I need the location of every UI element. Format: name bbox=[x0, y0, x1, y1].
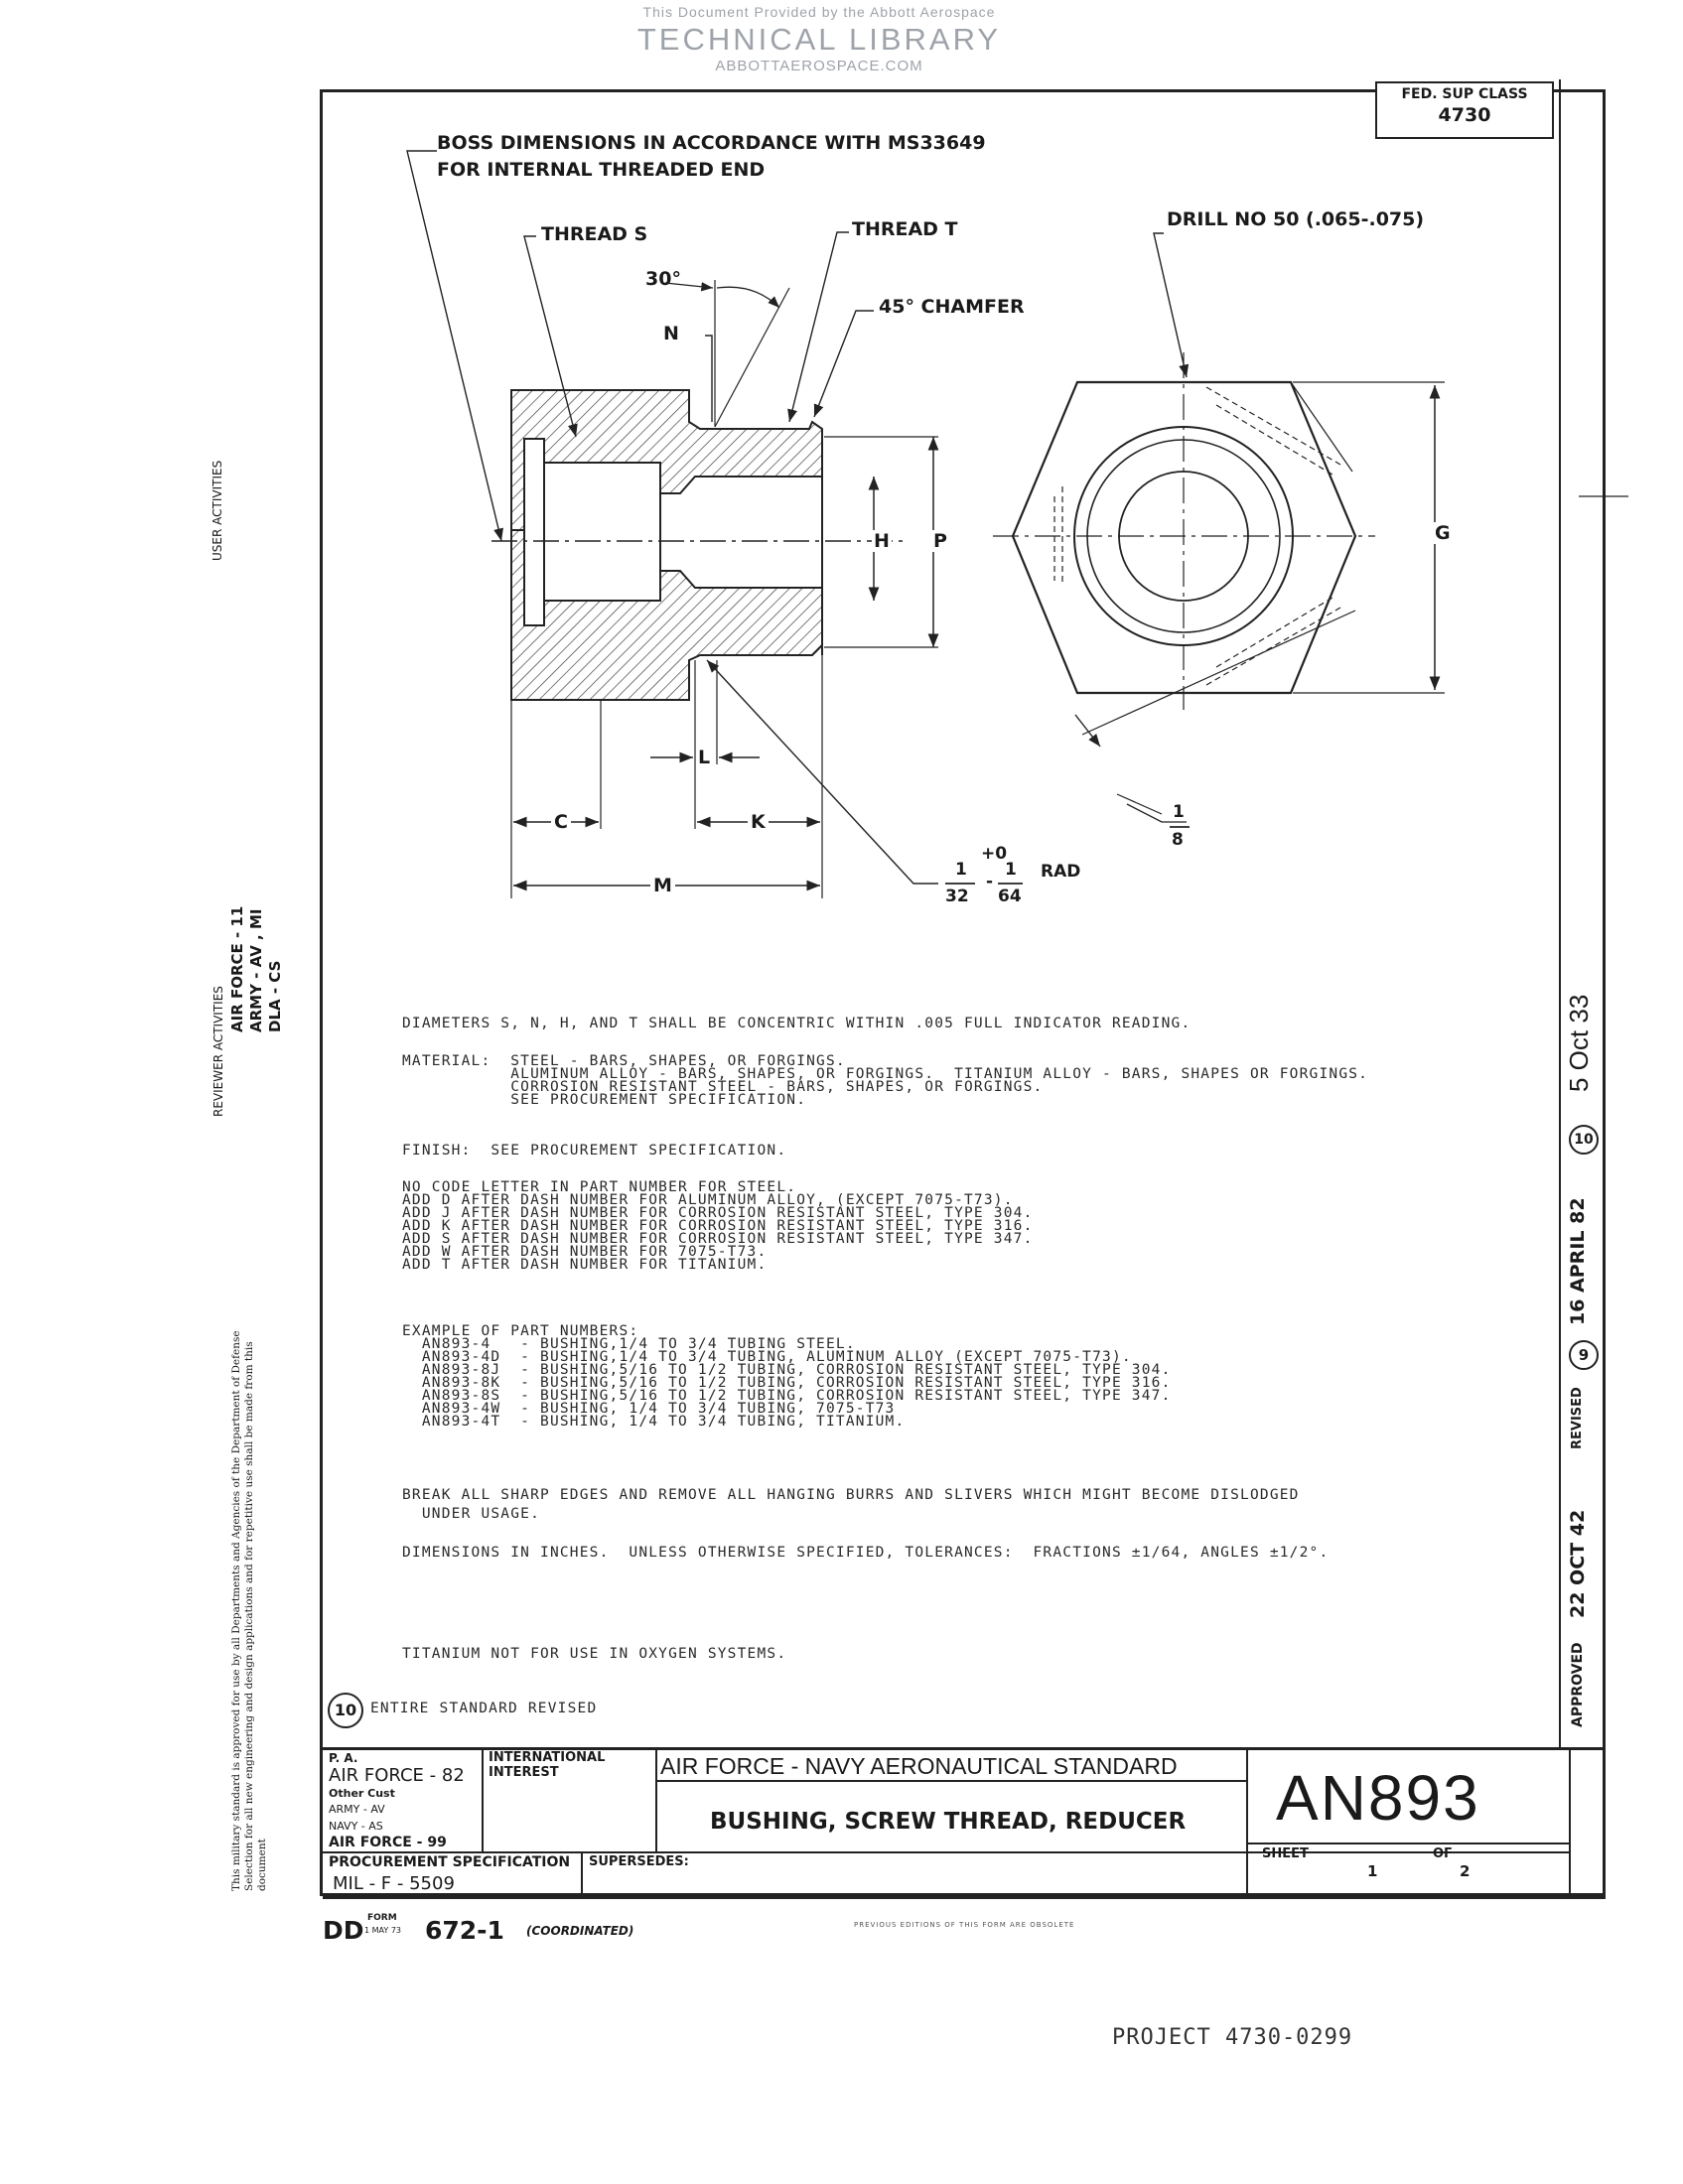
note-examples bbox=[402, 1325, 1172, 1429]
army-cust: ARMY - AV bbox=[329, 1803, 385, 1816]
library-title: TECHNICAL LIBRARY bbox=[636, 22, 1002, 57]
form-number: 672-1 bbox=[425, 1916, 504, 1945]
project-number: PROJECT 4730-0299 bbox=[1112, 2025, 1353, 2050]
part-number: AN893 bbox=[1276, 1762, 1480, 1834]
approved-date: 22 OCT 42 bbox=[1567, 1509, 1589, 1618]
sheet-label: SHEET bbox=[1262, 1846, 1309, 1861]
user-activities-label: USER ACTIVITIES bbox=[210, 460, 224, 561]
break-edges-line: UNDER USAGE. bbox=[402, 1506, 541, 1522]
library-url: ABBOTTAEROSPACE.COM bbox=[715, 58, 923, 74]
of-label: OF bbox=[1433, 1846, 1453, 1861]
code-letter-line: ADD W AFTER DASH NUMBER FOR 7075-T73. bbox=[402, 1244, 768, 1260]
pa-value: AIR FORCE - 82 bbox=[329, 1765, 465, 1786]
angle-30-label: 30° bbox=[645, 268, 681, 290]
k-label: K bbox=[748, 811, 769, 833]
frac-1-64-num: 1 bbox=[1005, 860, 1017, 880]
material-line: MATERIAL: STEEL - BARS, SHAPES, OR FORGINGS. bbox=[402, 1053, 846, 1069]
form-date: 1 MAY 73 bbox=[364, 1926, 401, 1935]
g-label: G bbox=[1435, 522, 1451, 544]
p-label: P bbox=[933, 530, 947, 552]
n-label: N bbox=[663, 323, 679, 344]
procurement-spec-label: PROCUREMENT SPECIFICATION bbox=[329, 1854, 571, 1870]
note-entire-revised: ENTIRE STANDARD REVISED bbox=[370, 1701, 598, 1716]
form-coordinated: (COORDINATED) bbox=[526, 1924, 634, 1938]
fed-sup-class-label: FED. SUP CLASS bbox=[1401, 86, 1528, 102]
boss-note-line-2: FOR INTERNAL THREADED END bbox=[437, 159, 766, 181]
bushing-section-lower bbox=[511, 530, 822, 700]
code-letter-line: ADD S AFTER DASH NUMBER FOR CORROSION RESISTANT STEEL, TYPE 347. bbox=[402, 1231, 1034, 1247]
l-label: L bbox=[698, 747, 711, 768]
h-label: H bbox=[874, 530, 890, 552]
note-diameters: DIAMETERS S, N, H, AND T SHALL BE CONCENTRIC WITHIN .005 FULL INDICATOR READING. bbox=[402, 1016, 1192, 1031]
break-edges-line: BREAK ALL SHARP EDGES AND REMOVE ALL HANGING BURRS AND SLIVERS WHICH MIGHT BECOME DISLODGED bbox=[402, 1487, 1300, 1503]
note-finish: FINISH: SEE PROCUREMENT SPECIFICATION. bbox=[402, 1143, 787, 1159]
revision-10-strip-marker: 10 bbox=[1569, 1125, 1599, 1155]
chamfer-label: 45° CHAMFER bbox=[879, 296, 1025, 318]
material-line: CORROSION RESISTANT STEEL - BARS, SHAPES, OR FORGINGS. bbox=[402, 1079, 1044, 1095]
frac-1-32-den: 32 bbox=[945, 887, 969, 906]
note-material bbox=[402, 1055, 1368, 1107]
minus-sign: - bbox=[986, 872, 994, 891]
note-break-edges bbox=[402, 1489, 1300, 1521]
code-letter-line: ADD K AFTER DASH NUMBER FOR CORROSION RESISTANT STEEL, TYPE 316. bbox=[402, 1218, 1034, 1234]
approved-label: APPROVED bbox=[1570, 1642, 1586, 1727]
example-line: EXAMPLE OF PART NUMBERS: bbox=[402, 1323, 639, 1339]
thread-s-label: THREAD S bbox=[541, 223, 648, 245]
revision-9-date: 16 APRIL 82 bbox=[1567, 1197, 1589, 1325]
material-line: SEE PROCUREMENT SPECIFICATION. bbox=[402, 1092, 807, 1108]
thread-t-label: THREAD T bbox=[852, 218, 958, 240]
standard-title: AIR FORCE - NAVY AERONAUTICAL STANDARD bbox=[660, 1753, 1178, 1779]
approval-line-3: document bbox=[256, 1839, 268, 1891]
frac-1-eighth-den: 8 bbox=[1172, 830, 1184, 850]
navy-cust: NAVY - AS bbox=[329, 1820, 383, 1833]
fed-sup-class-value: 4730 bbox=[1438, 104, 1491, 126]
example-line: AN893-4T - BUSHING, 1/4 TO 3/4 TUBING, TITANIUM. bbox=[402, 1414, 906, 1430]
example-line: AN893-4W - BUSHING, 1/4 TO 3/4 TUBING, 7075-T73 bbox=[402, 1401, 896, 1417]
note-titanium: TITANIUM NOT FOR USE IN OXYGEN SYSTEMS. bbox=[402, 1646, 787, 1662]
revision-10-date: 5 Oct 33 bbox=[1564, 994, 1594, 1092]
reviewer-air-force: AIR FORCE - 11 bbox=[228, 905, 246, 1032]
sheet-number: 1 bbox=[1367, 1862, 1378, 1880]
drill-label: DRILL NO 50 (.065-.075) bbox=[1167, 208, 1425, 230]
code-letter-line: ADD T AFTER DASH NUMBER FOR TITANIUM. bbox=[402, 1257, 768, 1273]
material-line: ALUMINUM ALLOY - BARS, SHAPES, OR FORGINGS. TITANIUM ALLOY - BARS, SHAPES OR FORGINGS. bbox=[402, 1066, 1369, 1082]
example-line: AN893-4D - BUSHING,1/4 TO 3/4 TUBING, ALUMINUM ALLOY (EXCEPT 7075-T73). bbox=[402, 1349, 1132, 1365]
part-title: BUSHING, SCREW THREAD, REDUCER bbox=[710, 1809, 1187, 1835]
frac-1-64-den: 64 bbox=[998, 887, 1022, 906]
intl-interest-label-2: INTEREST bbox=[489, 1765, 559, 1780]
approval-line-1: This military standard is approved for use by all Departments and Agencies of the Department of Defense bbox=[230, 1330, 242, 1891]
other-cust-label: Other Cust bbox=[329, 1787, 395, 1800]
intl-interest-label: INTERNATIONAL bbox=[489, 1750, 606, 1765]
boss-note-line-1: BOSS DIMENSIONS IN ACCORDANCE WITH MS33649 bbox=[437, 132, 986, 154]
frac-1-eighth-num: 1 bbox=[1173, 802, 1185, 822]
code-letter-line: ADD D AFTER DASH NUMBER FOR ALUMINUM ALLOY, (EXCEPT 7075-T73). bbox=[402, 1192, 1014, 1208]
reviewer-dla: DLA - CS bbox=[266, 960, 284, 1032]
previous-editions-note: PREVIOUS EDITIONS OF THIS FORM ARE OBSOLETE bbox=[854, 1921, 1075, 1929]
revision-9-marker: 9 bbox=[1569, 1340, 1599, 1370]
pa-label: P. A. bbox=[329, 1751, 358, 1765]
sheet-total: 2 bbox=[1460, 1862, 1471, 1880]
m-label: M bbox=[650, 875, 675, 896]
example-line: AN893-8J - BUSHING,5/16 TO 1/2 TUBING, CORROSION RESISTANT STEEL, TYPE 304. bbox=[402, 1362, 1172, 1378]
af99-cust: AIR FORCE - 99 bbox=[329, 1835, 447, 1850]
code-letter-line: ADD J AFTER DASH NUMBER FOR CORROSION RESISTANT STEEL, TYPE 304. bbox=[402, 1205, 1034, 1221]
title-block bbox=[323, 1747, 1606, 1896]
c-label: C bbox=[551, 811, 571, 833]
code-letter-line: NO CODE LETTER IN PART NUMBER FOR STEEL. bbox=[402, 1179, 797, 1195]
note-dimensions: DIMENSIONS IN INCHES. UNLESS OTHERWISE SPECIFIED, TOLERANCES: FRACTIONS ±1/64, ANGLES ±1/2°. bbox=[402, 1545, 1330, 1561]
revised-label: REVISED bbox=[1570, 1387, 1585, 1449]
library-provided-by: This Document Provided by the Abbott Aerospace bbox=[642, 4, 996, 20]
bushing-section-upper bbox=[511, 390, 822, 530]
example-line: AN893-4 - BUSHING,1/4 TO 3/4 TUBING STEEL. bbox=[402, 1336, 856, 1352]
form-dd: DD bbox=[323, 1916, 364, 1945]
supersedes-label: SUPERSEDES: bbox=[589, 1854, 689, 1869]
form-label: FORM bbox=[367, 1913, 397, 1923]
revision-10-marker: 10 bbox=[328, 1693, 363, 1728]
example-line: AN893-8K - BUSHING,5/16 TO 1/2 TUBING, CORROSION RESISTANT STEEL, TYPE 316. bbox=[402, 1375, 1172, 1391]
reviewer-activities-label: REVIEWER ACTIVITIES bbox=[211, 986, 225, 1117]
example-line: AN893-8S - BUSHING,5/16 TO 1/2 TUBING, CORROSION RESISTANT STEEL, TYPE 347. bbox=[402, 1388, 1172, 1404]
plus-zero: +0 bbox=[981, 844, 1008, 864]
frac-1-32-num: 1 bbox=[955, 860, 967, 880]
approval-line-2: Selection for all new engineering and design applications and for repetitive use shall be made from this bbox=[243, 1341, 255, 1891]
rad-label: RAD bbox=[1041, 862, 1081, 882]
procurement-spec: MIL - F - 5509 bbox=[333, 1873, 455, 1894]
note-code-letters bbox=[402, 1181, 1034, 1272]
reviewer-army: ARMY - AV , MI bbox=[247, 908, 265, 1032]
